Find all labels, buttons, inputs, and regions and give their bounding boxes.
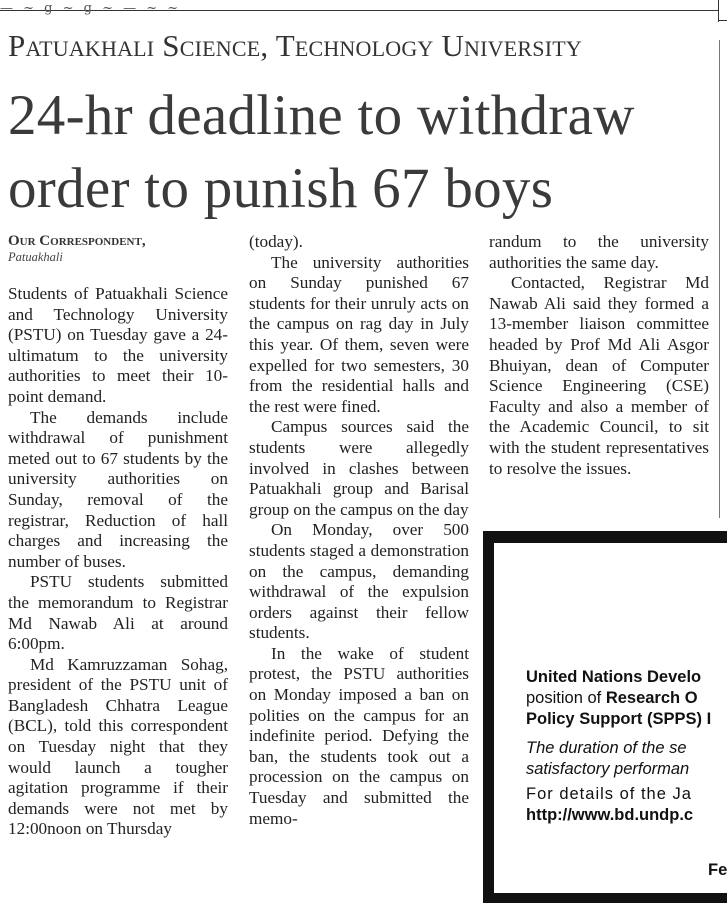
top-rule — [0, 2, 718, 16]
paragraph: (today). — [249, 232, 303, 251]
ad-line: Fe — [708, 861, 727, 879]
paragraph: PSTU students submitted the memorandum to Registrar Md Nawab Ali at around 6:00pm. — [8, 572, 228, 654]
corner-rule — [718, 0, 727, 22]
paragraph: The university authorities on Sunday punished 67 students for their unruly acts on the campus on rag day in July this year. Of them, seven were expelled for two semesters, 30 from the residential halls and the rest were fined. — [249, 252, 469, 416]
paragraph: The demands include withdrawal of punishment meted out to 67 students by the university authorities on Sunday, removal of the registrar, Reduction of hall charges and increasing the number of buses. — [8, 407, 228, 571]
paragraph: On Monday, over 500 students staged a demonstration on the campus, demanding withdrawal of the expulsion orders against their fellow students. — [249, 520, 469, 643]
byline-location: Patuakhali — [8, 250, 63, 264]
article-column-3 — [489, 232, 709, 479]
article-column-1 — [8, 284, 228, 840]
paragraph: Students of Patuakhali Science and Technology University (PSTU) on Tuesday gave a 24-ultimatum to the university authorities to meet their 10-point demand. — [8, 284, 228, 406]
byline — [8, 232, 238, 265]
headline-line-2: order to punish 67 boys — [8, 157, 554, 220]
ad-line: Policy Support (SPPS) I — [526, 710, 712, 728]
ad-link[interactable]: http://www.bd.undp.c — [526, 806, 694, 824]
article-column-2 — [249, 232, 469, 829]
ad-line: United Nations Develo — [526, 668, 702, 686]
column-divider — [719, 40, 720, 518]
paragraph: Contacted, Registrar Md Nawab Ali said they formed a 13-member liaison committee headed by Prof Md Ali Asgor Bhuiyan, dean of Computer Science Engineering (CSE) Faculty and also a member of the Academic Council, to sit with the student representatives to resolve the issues. — [489, 273, 709, 478]
headline-line-1: 24-hr deadline to withdraw — [8, 84, 635, 147]
headline — [8, 79, 720, 225]
ad-line: position of Research O — [526, 689, 698, 707]
ad-line: The duration of the se — [526, 739, 687, 757]
byline-author: Our Correspondent, — [8, 233, 146, 249]
previous-article-fragment: — ~ g ~ g ~ — ~ ~ — [0, 2, 182, 16]
paragraph: Md Kamruzzaman Sohag, president of the PSTU unit of Bangladesh Chhatra League (BCL), told this correspondent on Tuesday night that they would launch a tougher agitation programme if their demands were not met by 12:00noon on Thursday — [8, 654, 228, 839]
ad-line: satisfactory performan — [526, 760, 690, 778]
kicker: Patuakhali Science, Technology University — [8, 28, 582, 63]
advertisement — [494, 543, 727, 893]
paragraph: In the wake of student protest, the PSTU authorities on Monday imposed a ban on polities on the campus for an indefinite period. Defying the ban, the students took out a procession on the campus on Tuesday and submitted the memo- — [249, 643, 469, 828]
paragraph: randum to the university authorities the same day. — [489, 232, 709, 272]
ad-line: For details of the Ja — [526, 785, 692, 803]
paragraph: Campus sources said the students were allegedly involved in clashes between Patuakhali group and Barisal group on the campus on the day — [249, 417, 469, 519]
